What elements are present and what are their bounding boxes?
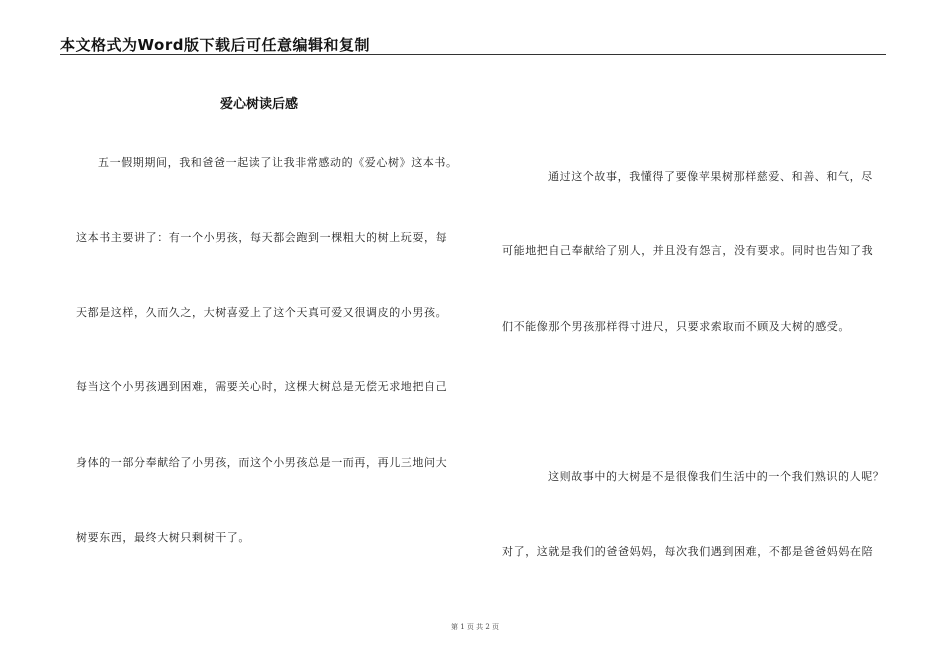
right-paragraph-line: 对了，这就是我们的爸爸妈妈，每次我们遇到困难，不都是爸爸妈妈在陪 [502,545,874,558]
right-paragraph-line: 通过这个故事，我懂得了要像苹果树那样慈爱、和善、和气，尽 [548,170,873,183]
right-paragraph-line: 可能地把自己奉献给了别人，并且没有怨言，没有要求。同时也告知了我 [502,244,874,257]
right-paragraph-line: 这则故事中的大树是不是很像我们生活中的一个我们熟识的人呢？ [548,470,885,483]
left-paragraph-line: 每当这个小男孩遇到困难，需要关心时，这棵大树总是无偿无求地把自己 [76,380,448,393]
left-paragraph-line: 树要东西，最终大树只剩树干了。 [76,531,250,544]
document-title: 爱心树读后感 [220,97,299,112]
header-rule [60,54,886,55]
left-paragraph-line: 天都是这样，久而久之，大树喜爱上了这个天真可爱又很调皮的小男孩。 [76,306,448,319]
left-paragraph-line: 五一假期期间，我和爸爸一起读了让我非常感动的《爱心树》这本书。 [98,156,458,169]
document-header: 本文格式为Word版下载后可任意编辑和复制 [60,36,370,54]
left-paragraph-line: 身体的一部分奉献给了小男孩，而这个小男孩总是一而再，再儿三地问大 [76,456,448,469]
right-paragraph-line: 们不能像那个男孩那样得寸进尺，只要求索取而不顾及大树的感受。 [502,320,850,333]
left-paragraph-line: 这本书主要讲了：有一个小男孩，每天都会跑到一棵粗大的树上玩耍，每 [76,231,448,244]
page-number: 第 1 页 共 2 页 [450,623,500,631]
